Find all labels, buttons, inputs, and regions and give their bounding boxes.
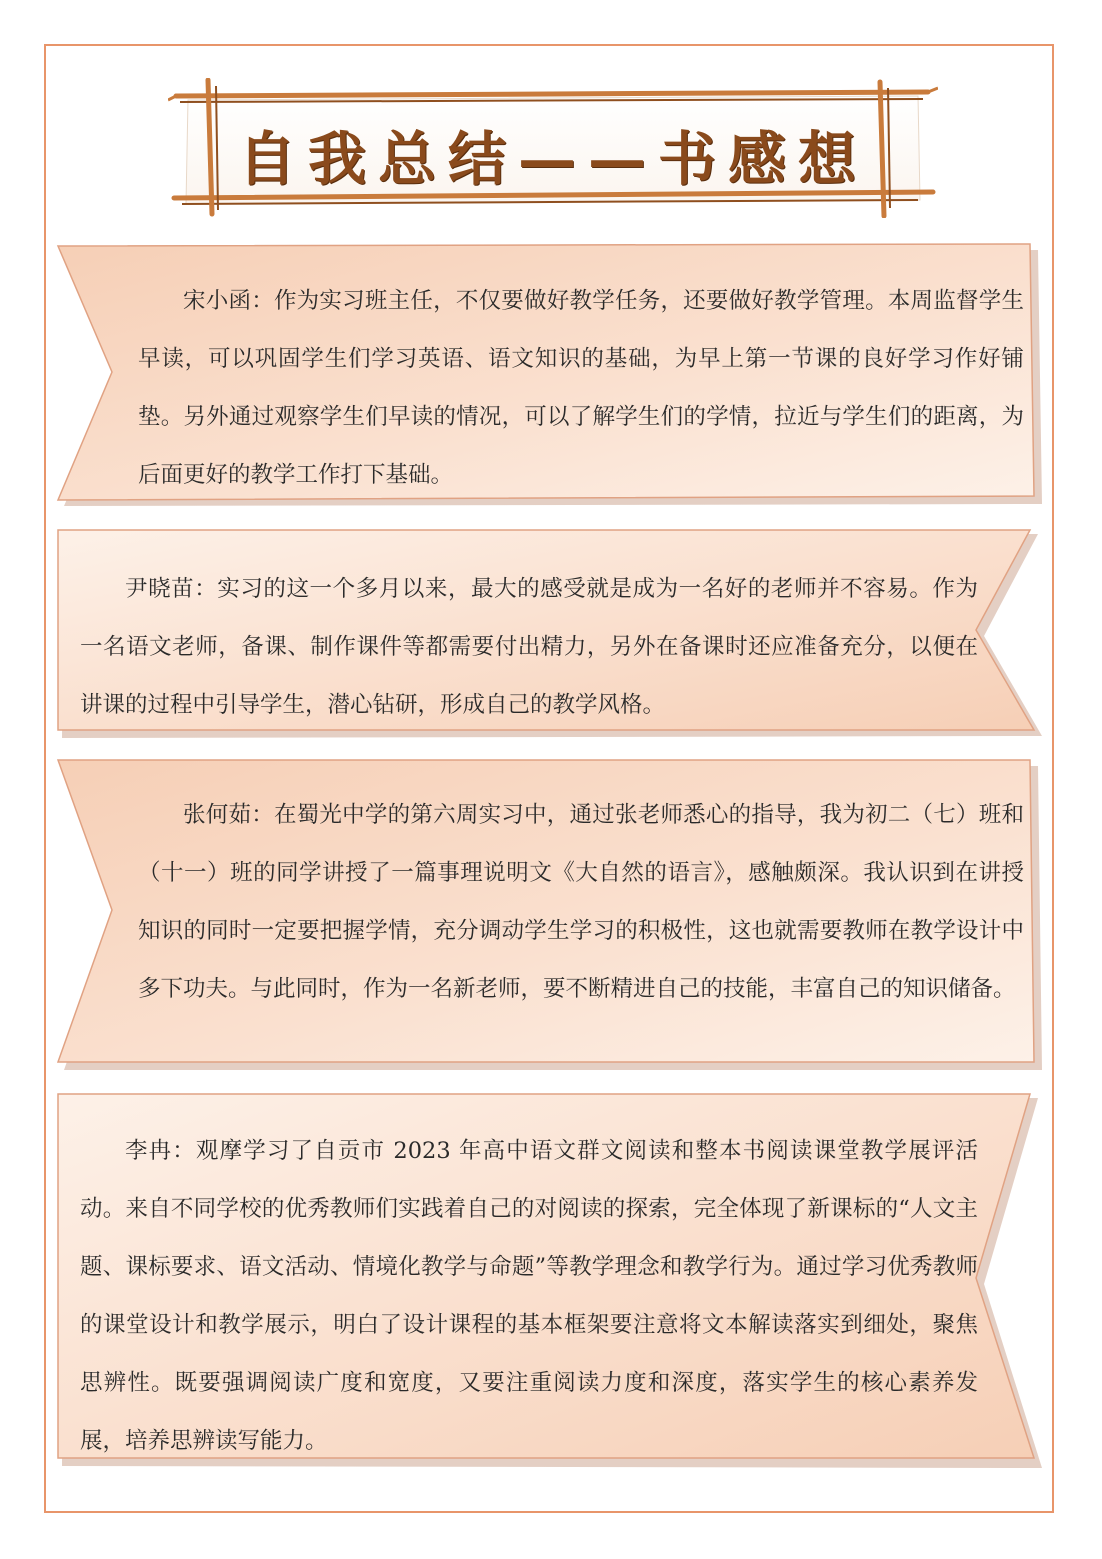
reflection-card-3: [58, 760, 1044, 1070]
reflection-paragraph: 张何茹：在蜀光中学的第六周实习中，通过张老师悉心的指导，我为初二（七）班和（十一）班的同学讲授了一篇事理说明文《大自然的语言》，感触颇深。我认识到在讲授知识的同时一定要把握学情，充分调动学生学习的积极性，这也就需要教师在教学设计中多下功夫。与此同时，作为一名新老师，要不断精进自己的技能，丰富自己的知识储备。: [138, 802, 1024, 1002]
reflection-text-4: [80, 1122, 978, 1470]
reflection-paragraph: 宋小函：作为实习班主任，不仅要做好教学任务，还要做好教学管理。本周监督学生早读，可以巩固学生们学习英语、语文知识的基础，为早上第一节课的良好学习作好铺垫。另外通过观察学生们早读的情况，可以了解学生们的学情，拉近与学生们的距离，为后面更好的教学工作打下基础。: [138, 288, 1024, 488]
reflection-paragraph: 尹晓苗：实习的这一个多月以来，最大的感受就是成为一名好的老师并不容易。作为一名语文老师，备课、制作课件等都需要付出精力，另外在备课时还应准备充分，以便在讲课的过程中引导学生，潜心钻研，形成自己的教学风格。: [80, 576, 978, 718]
reflection-text-3: [138, 786, 1024, 1018]
reflection-text-2: [80, 560, 978, 734]
reflection-text-1: [138, 272, 1024, 504]
reflection-card-2: [58, 530, 1044, 736]
reflection-card-1: [58, 244, 1044, 506]
page-title: 自我总结——书感想: [237, 125, 868, 193]
title-banner: [168, 78, 938, 218]
reflection-paragraph: 李冉：观摩学习了自贡市 2023 年高中语文群文阅读和整本书阅读课堂教学展评活动。来自不同学校的优秀教师们实践着自己的对阅读的探索，完全体现了新课标的“人文主题、课标要求、语文活动、情境化教学与命题”等教学理念和教学行为。通过学习优秀教师的课堂设计和教学展示，明白了设计课程的基本框架要注意将文本解读落实到细处，聚焦思辨性。既要强调阅读广度和宽度，又要注重阅读力度和深度，落实学生的核心素养发展，培养思辨读写能力。: [80, 1138, 978, 1454]
reflection-card-4: [58, 1094, 1044, 1468]
